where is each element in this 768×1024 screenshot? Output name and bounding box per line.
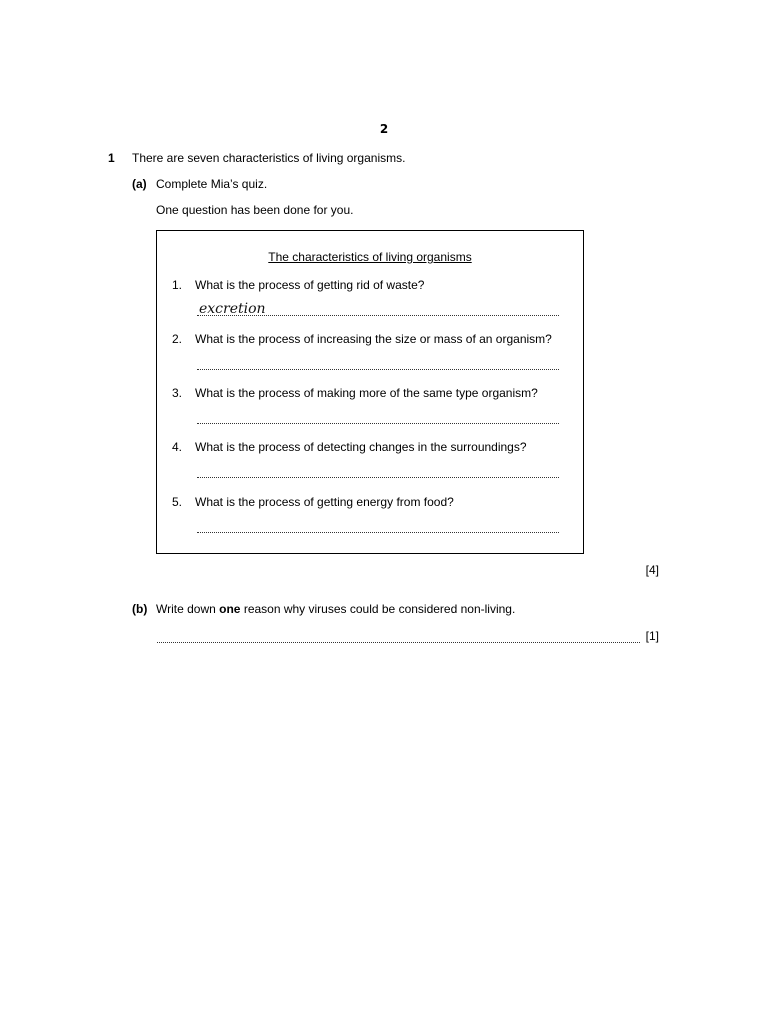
quiz-item-number: 5.	[172, 495, 183, 509]
part-a-note: One question has been done for you.	[156, 203, 354, 217]
answer-line[interactable]	[197, 315, 559, 316]
question-number: 1	[108, 151, 115, 165]
quiz-item-question: What is the process of making more of the same type organism?	[195, 386, 538, 400]
quiz-item-question: What is the process of detecting changes in the surroundings?	[195, 440, 527, 454]
quiz-item-number: 2.	[172, 332, 183, 346]
part-b-marks: [1]	[645, 629, 659, 643]
page-number: 2	[379, 122, 389, 136]
quiz-item-number: 1.	[172, 278, 183, 292]
quiz-item-question: What is the process of getting energy from food?	[195, 495, 454, 509]
quiz-item-question: What is the process of getting rid of waste?	[195, 278, 425, 292]
part-a-label: (a)	[132, 177, 147, 191]
question-stem: There are seven characteristics of living organisms.	[132, 151, 406, 165]
quiz-item-number: 4.	[172, 440, 183, 454]
quiz-title: The characteristics of living organisms	[268, 250, 472, 264]
part-a-marks: [4]	[645, 563, 659, 577]
quiz-item-answer[interactable]: excretion	[199, 301, 266, 317]
answer-line[interactable]	[197, 532, 559, 533]
quiz-item-question: What is the process of increasing the size or mass of an organism?	[195, 332, 552, 346]
part-b-label: (b)	[132, 602, 148, 616]
part-b-question: Write down one reason why viruses could be considered non-living.	[156, 602, 516, 616]
answer-line[interactable]	[197, 369, 559, 370]
quiz-item-number: 3.	[172, 386, 183, 400]
answer-line[interactable]	[197, 423, 559, 424]
answer-line[interactable]	[197, 477, 559, 478]
answer-line[interactable]	[157, 642, 640, 643]
part-a-instruction: Complete Mia’s quiz.	[156, 177, 268, 191]
